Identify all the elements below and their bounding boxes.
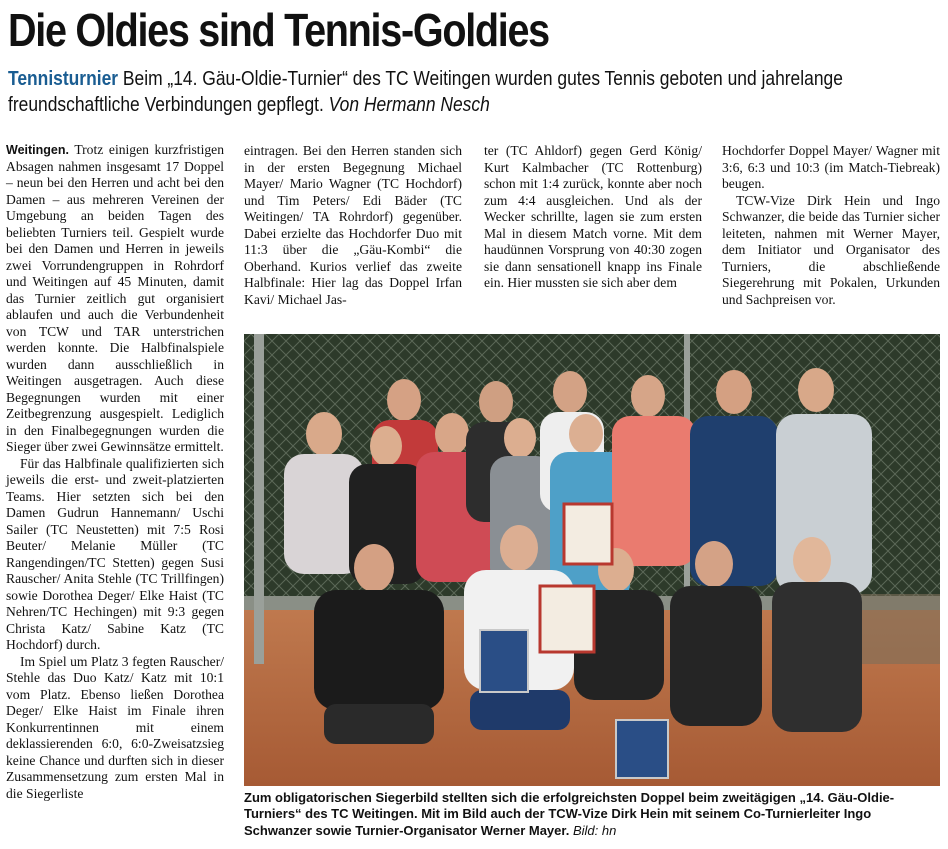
group-photo	[244, 334, 940, 786]
paragraph	[6, 142, 224, 456]
article-column-2	[244, 143, 462, 308]
plaque	[480, 630, 528, 692]
article-column-1	[6, 142, 224, 802]
paragraph: Hochdorfer Doppel Mayer/ Wagner mit 3:6, 6:3 und 10:3 (im Match-Tiebreak) beugen.	[722, 143, 940, 191]
fence-post	[254, 334, 264, 664]
paragraph: TCW-Vize Dirk Hein und Ingo Schwanzer, die beide das Turnier sicher leiteten, nahmen mit Werner Mayer, dem Initiator und Organisator des Turniers, die abschließende Siegerehrung mit Pokalen, Urkunden und Sachpreisen vor.	[722, 192, 940, 307]
plaque	[616, 720, 668, 778]
certificate	[540, 586, 594, 652]
paragraph-text: Trotz einigen kurzfristigen Absagen nahmen insgesamt 17 Doppel – neun bei den Herren und acht bei den Damen – aus mehreren Vereinen der Umgebung an beiden Tagen des beliebten Turniers teil. Gespielt wurde bei den Damen und Herren in jeweils zwei Vorrundengruppen in Rohrdorf und Weitingen auf 45 Minuten, damit das Turnier zeitlich gut organisiert ablaufen und auch die Verbundenheit von TCW und TAR unterstrichen werden konnte. Die Halbfinalspiele wurden dann ausschließlich in Weitingen ausgetragen. Auch diese Begegnungen wurden mit einer Zeitbegrenzung ausgespielt. Lediglich in den Finalbegegnungen wurden die Sieger über zwei Gewinnsätze ermittelt.	[6, 142, 224, 454]
paragraph: eintragen. Bei den Herren standen sich in der ersten Begegnung Michael Mayer/ Mario Wagner (TC Hochdorf) und Tim Peters/ Edi Bäder (TC Weitingen/ TA Rohrdorf) gegenüber. Dabei erzielte das Hochdorfer Duo mit 11:3 über die „Gäu-Kombi“ die Oberhand. Kurios verlief das zweite Halbfinale: Hier lag das Doppel Irfan Kavi/ Michael Jas-	[244, 143, 462, 307]
article-column-3	[484, 143, 702, 292]
headline: Die Oldies sind Tennis-Goldies	[8, 4, 549, 56]
certificate	[564, 504, 612, 564]
group-photo-illustration	[244, 334, 940, 786]
photo-credit: Bild: hn	[572, 822, 617, 838]
lead-paragraph	[8, 66, 943, 118]
paragraph: Für das Halbfinale qualifizierten sich jeweils die erst- und zweit-platzierten Teams. Hier setzten sich bei den Damen Gudrun Hannemann/ Uschi Sailer (TC Neustetten) mit 7:5 Rosi Beuter/ Melanie Müller (TC Rangendingen/TC Stetten) gegen Susi Rauscher/ Anita Stehle (TC Trillfingen) sowie Dorothea Deger/ Elke Haist (TC Nehren/TC Hechingen) mit 9:3 gegen Christa Katz/ Sabine Katz (TC Hochdorf) durch.	[6, 455, 224, 652]
byline: Von Hermann Nesch	[328, 93, 490, 116]
caption-text: Zum obligatorischen Siegerbild stellten sich die erfolgreichsten Doppel beim zweitägigen „14. Gäu-Oldie-Turniers“ des TC Weitingen. Mit im Bild auch der TCW-Vize Dirk Hein mit seinem Co-Turnierleiter Ingo Schwanzer sowie Turnier-Organisator Werner Mayer.	[244, 790, 895, 838]
dateline: Weitingen.	[6, 143, 69, 157]
lead-text: Beim „14. Gäu-Oldie-Turnier“ des TC Weitingen wurden gutes Tennis geboten und jahrelange freundschaftliche Verbindungen gepflegt.	[8, 67, 843, 116]
photo-caption	[244, 790, 940, 839]
article-column-4	[722, 143, 940, 308]
lead-kicker: Tennisturnier	[8, 67, 119, 90]
paragraph: ter (TC Ahldorf) gegen Gerd König/ Kurt Kalmbacher (TC Rottenburg) schon mit 1:4 zurück, konnte aber noch zum 4:4 ausgleichen. Und als der Wecker schrillte, lagen sie zum ersten Mal in diesem Match vorne. Mit dem haudünnen Vorsprung von 40:30 zogen sie dann sensationell knapp ins Finale ein. Hier mussten sie sich aber dem	[484, 143, 702, 290]
paragraph: Im Spiel um Platz 3 fegten Rauscher/ Stehle das Duo Katz/ Katz mit 10:1 vom Platz. Ebenso ließen Dorothea Deger/ Elke Haist im Finale ihren Konkurrentinnen mit einem deklassierenden 6:0, 6:0-Zweisatzsieg keine Chance und durften sich in dieser Zusammensetzung zum ersten Mal in die Siegerliste	[6, 653, 224, 801]
